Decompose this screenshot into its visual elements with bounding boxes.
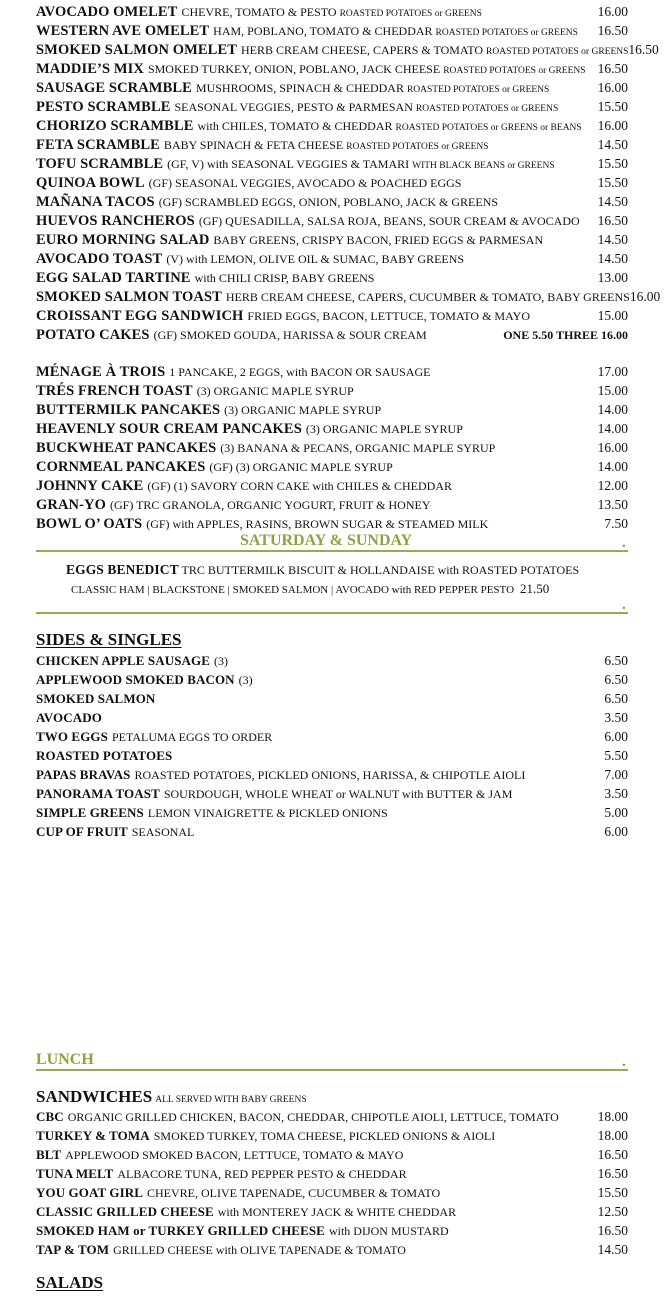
section-title: SANDWICHES <box>36 1087 153 1106</box>
item-name: SIMPLE GREENS <box>36 805 144 820</box>
item-description: PETALUMA EGGS TO ORDER <box>111 730 273 744</box>
menu-item <box>36 402 628 421</box>
item-name: CHORIZO SCRAMBLE <box>36 118 194 134</box>
menu-item <box>36 232 628 251</box>
item-price: 6.00 <box>604 824 628 839</box>
menu-item <box>36 440 628 459</box>
menu-item <box>36 42 659 61</box>
item-price: 14.00 <box>597 421 628 436</box>
menu-item <box>36 213 628 232</box>
menu-item <box>36 270 628 289</box>
item-description: 1 PANCAKE, 2 EGGS, with BACON OR SAUSAGE <box>169 365 431 379</box>
menu-item <box>36 137 628 156</box>
item-side-options: ROASTED POTATOES or GREENS <box>435 28 578 38</box>
item-description: ALBACORE TUNA, RED PEPPER PESTO & CHEDDAR <box>117 1167 407 1181</box>
item-price: 18.00 <box>597 1109 628 1124</box>
item-description: (GF) SEASONAL VEGGIES, AVOCADO & POACHED EGGS <box>148 176 462 190</box>
sandwiches-heading <box>36 1087 307 1107</box>
item-name: TWO EGGS <box>36 729 108 744</box>
menu-item <box>36 364 628 383</box>
item-name: PAPAS BRAVAS <box>36 767 131 782</box>
item-side-options: ROASTED POTATOES or GREENS <box>486 47 629 57</box>
item-price: 16.50 <box>628 42 659 57</box>
item-price: 12.00 <box>597 478 628 493</box>
item-side-options: ROASTED POTATOES or GREENS <box>406 85 550 95</box>
item-price: 16.50 <box>597 61 628 76</box>
item-description: SMOKED TURKEY, ONION, POBLANO, JACK CHEESE <box>147 62 441 76</box>
item-name: AVOCADO <box>36 710 102 725</box>
menu-item <box>36 824 628 843</box>
item-description: (GF) SMOKED GOUDA, HARISSA & SOUR CREAM <box>153 328 427 342</box>
item-name: JOHNNY CAKE <box>36 478 144 494</box>
item-name: BOWL O’ OATS <box>36 516 143 532</box>
item-name: EGG SALAD TARTINE <box>36 270 191 286</box>
item-price: 14.50 <box>597 1242 628 1257</box>
divider-dot: . <box>622 1054 626 1070</box>
item-name: AVOCADO OMELET <box>36 4 178 20</box>
item-name: MÉNAGE À TROIS <box>36 364 166 380</box>
item-price: 13.50 <box>597 497 628 512</box>
menu-item <box>36 99 628 118</box>
menu-item <box>36 194 628 213</box>
item-side-options: WITH BLACK BEANS or GREENS <box>412 161 555 171</box>
item-price: 15.00 <box>597 383 628 398</box>
item-name: GRAN-YO <box>36 497 106 513</box>
item-side-options: ROASTED POTATOES or GREENS <box>339 9 482 19</box>
section-note: ALL SERVED WITH BABY GREENS <box>155 1095 307 1105</box>
eggs-benedict-options <box>71 581 549 597</box>
item-price: 15.50 <box>597 99 628 114</box>
divider-dot: . <box>622 535 626 551</box>
item-description: (GF, V) with SEASONAL VEGGIES & TAMARI <box>167 157 410 171</box>
item-description: (GF) SCRAMBLED EGGS, ONION, POBLANO, JACK & GREENS <box>158 195 499 209</box>
item-price: 16.50 <box>597 1166 628 1181</box>
item-name: TURKEY & TOMA <box>36 1128 150 1143</box>
item-description: HERB CREAM CHEESE, CAPERS, CUCUMBER & TOMATO, BABY GREENS <box>225 290 630 304</box>
item-side-options: ROASTED POTATOES or GREENS <box>346 142 489 152</box>
item-price: 12.50 <box>597 1204 628 1219</box>
item-price: 5.50 <box>604 748 628 763</box>
item-name: YOU GOAT GIRL <box>36 1185 144 1200</box>
item-price: 16.50 <box>597 1223 628 1238</box>
menu-item <box>36 23 628 42</box>
item-price: 15.50 <box>597 156 628 171</box>
item-price: 15.00 <box>597 308 628 323</box>
item-name: HUEVOS RANCHEROS <box>36 213 195 229</box>
item-price: 14.50 <box>597 232 628 247</box>
item-price: 5.00 <box>604 805 628 820</box>
item-price: 6.00 <box>604 729 628 744</box>
item-name: SMOKED SALMON <box>36 691 156 706</box>
menu-item <box>36 383 628 402</box>
menu-item <box>36 748 628 767</box>
item-price: ONE 5.50 THREE 16.00 <box>503 328 628 342</box>
section-divider <box>36 612 628 614</box>
weekend-heading: SATURDAY & SUNDAY <box>240 532 413 549</box>
item-price: 6.50 <box>604 672 628 687</box>
item-name: CROISSANT EGG SANDWICH <box>36 308 244 324</box>
item-name: EURO MORNING SALAD <box>36 232 210 248</box>
menu-item <box>36 61 628 80</box>
item-name: EGGS BENEDICT <box>66 562 179 577</box>
menu-item <box>36 308 628 327</box>
menu-item <box>36 497 628 516</box>
item-price: 7.50 <box>604 516 628 531</box>
menu-item <box>36 478 628 497</box>
item-name: BUCKWHEAT PANCAKES <box>36 440 217 456</box>
item-name: SMOKED HAM or TURKEY GRILLED CHEESE <box>36 1223 325 1238</box>
menu-item <box>36 459 628 478</box>
menu-item <box>36 786 628 805</box>
menu-item <box>36 1223 628 1242</box>
item-price: 16.00 <box>597 4 628 19</box>
menu-item <box>36 729 628 748</box>
menu-item <box>36 1147 628 1166</box>
menu-item <box>36 1166 628 1185</box>
item-price: 16.50 <box>597 1147 628 1162</box>
item-price: 6.50 <box>604 691 628 706</box>
section-divider <box>36 1069 628 1071</box>
item-name: APPLEWOOD SMOKED BACON <box>36 672 235 687</box>
menu-item <box>36 1109 628 1128</box>
item-price: 13.00 <box>597 270 628 285</box>
menu-item <box>36 653 628 672</box>
item-description: SEASONAL <box>131 825 195 839</box>
item-name: CLASSIC GRILLED CHEESE <box>36 1204 214 1219</box>
item-price: 16.50 <box>597 23 628 38</box>
item-name: SMOKED SALMON TOAST <box>36 289 222 305</box>
menu-item <box>36 767 628 786</box>
item-price: 3.50 <box>604 786 628 801</box>
item-description: HAM, POBLANO, TOMATO & CHEDDAR <box>213 24 433 38</box>
item-name: PESTO SCRAMBLE <box>36 99 171 115</box>
item-name: PANORAMA TOAST <box>36 786 160 801</box>
item-price: 21.50 <box>520 581 550 596</box>
item-name: CUP OF FRUIT <box>36 824 128 839</box>
item-description: SOURDOUGH, WHOLE WHEAT or WALNUT with BUTTER & JAM <box>163 787 513 801</box>
item-description: FRIED EGGS, BACON, LETTUCE, TOMATO & MAYO <box>247 309 530 323</box>
menu-item <box>36 4 628 23</box>
menu-item <box>36 1242 628 1261</box>
item-name: POTATO CAKES <box>36 327 150 343</box>
item-name: CBC <box>36 1109 64 1124</box>
item-price: 16.50 <box>597 213 628 228</box>
item-price: 14.50 <box>597 137 628 152</box>
item-price: 15.50 <box>597 175 628 190</box>
item-description: (3) <box>214 654 229 668</box>
menu-item <box>36 672 628 691</box>
menu-item <box>36 1204 628 1223</box>
item-description: ORGANIC GRILLED CHICKEN, BACON, CHEDDAR, CHIPOTLE AIOLI, LETTUCE, TOMATO <box>67 1110 559 1124</box>
item-name: SMOKED SALMON OMELET <box>36 42 237 58</box>
menu-item <box>36 289 661 308</box>
menu-item <box>36 1128 628 1147</box>
item-description: HERB CREAM CHEESE, CAPERS & TOMATO <box>241 43 484 57</box>
item-name: AVOCADO TOAST <box>36 251 163 267</box>
menu-item <box>36 118 628 137</box>
item-description: LEMON VINAIGRETTE & PICKLED ONIONS <box>147 806 388 820</box>
item-description: (3) BANANA & PECANS, ORGANIC MAPLE SYRUP <box>220 441 496 455</box>
item-price: 7.00 <box>604 767 628 782</box>
section-divider <box>36 550 628 552</box>
menu-item <box>36 251 628 270</box>
item-description: (GF) (3) ORGANIC MAPLE SYRUP <box>209 460 393 474</box>
menu-item <box>36 80 628 99</box>
item-description: MUSHROOMS, SPINACH & CHEDDAR <box>195 81 404 95</box>
item-price: 16.00 <box>597 80 628 95</box>
lunch-heading: LUNCH <box>36 1051 94 1068</box>
item-options: CLASSIC HAM | BLACKSTONE | SMOKED SALMON | AVOCADO with RED PEPPER PESTO <box>71 584 515 596</box>
menu-item <box>36 1185 628 1204</box>
item-description: (3) ORGANIC MAPLE SYRUP <box>196 384 354 398</box>
item-description: (GF) TRC GRANOLA, ORGANIC YOGURT, FRUIT & HONEY <box>109 498 431 512</box>
item-name: FETA SCRAMBLE <box>36 137 160 153</box>
sides-heading: SIDES & SINGLES <box>36 630 182 649</box>
menu-item <box>36 327 628 346</box>
menu-item <box>36 805 628 824</box>
item-name: TAP & TOM <box>36 1242 110 1257</box>
item-price: 6.50 <box>604 653 628 668</box>
item-price: 17.00 <box>597 364 628 379</box>
item-price: 18.00 <box>597 1128 628 1143</box>
menu-item <box>36 710 628 729</box>
item-name: QUINOA BOWL <box>36 175 145 191</box>
item-price: 14.50 <box>597 194 628 209</box>
item-description: BABY GREENS, CRISPY BACON, FRIED EGGS & PARMESAN <box>213 233 544 247</box>
item-description: (V) with LEMON, OLIVE OIL & SUMAC, BABY GREENS <box>166 252 465 266</box>
item-description: (GF) QUESADILLA, SALSA ROJA, BEANS, SOUR CREAM & AVOCADO <box>198 214 580 228</box>
item-description: TRC BUTTERMILK BISCUIT & HOLLANDAISE with ROASTED POTATOES <box>181 563 580 577</box>
item-name: CORNMEAL PANCAKES <box>36 459 206 475</box>
item-description: (3) ORGANIC MAPLE SYRUP <box>305 422 463 436</box>
menu-item <box>36 175 628 194</box>
item-description: SMOKED TURKEY, TOMA CHEESE, PICKLED ONIONS & AIOLI <box>153 1129 496 1143</box>
item-price: 14.50 <box>597 251 628 266</box>
item-description: (3) <box>238 673 253 687</box>
item-description: GRILLED CHEESE with OLIVE TAPENADE & TOMATO <box>113 1243 406 1257</box>
item-price: 15.50 <box>597 1185 628 1200</box>
item-price: 16.00 <box>629 289 661 304</box>
item-name: TRÉS FRENCH TOAST <box>36 383 193 399</box>
item-price: 14.00 <box>597 459 628 474</box>
item-description: BABY SPINACH & FETA CHEESE <box>163 138 344 152</box>
item-price: 3.50 <box>604 710 628 725</box>
item-name: SAUSAGE SCRAMBLE <box>36 80 192 96</box>
item-description: ROASTED POTATOES, PICKLED ONIONS, HARISSA, & CHIPOTLE AIOLI <box>134 768 526 782</box>
item-description: with CHILI CRISP, BABY GREENS <box>194 271 375 285</box>
item-side-options: ROASTED POTATOES or GREENS or BEANS <box>395 123 582 133</box>
menu-item <box>36 421 628 440</box>
item-price: 14.00 <box>597 402 628 417</box>
item-name: BUTTERMILK PANCAKES <box>36 402 221 418</box>
item-price: 16.00 <box>597 440 628 455</box>
item-price: 16.00 <box>597 118 628 133</box>
item-description: SEASONAL VEGGIES, PESTO & PARMESAN <box>174 100 413 114</box>
salads-heading: SALADS <box>36 1273 104 1292</box>
item-description: APPLEWOOD SMOKED BACON, LETTUCE, TOMATO & MAYO <box>65 1148 404 1162</box>
item-description: (GF) with APPLES, RASINS, BROWN SUGAR & STEAMED MILK <box>146 517 489 531</box>
item-name: WESTERN AVE OMELET <box>36 23 210 39</box>
menu-item <box>36 691 628 710</box>
item-description: CHEVRE, OLIVE TAPENADE, CUCUMBER & TOMATO <box>147 1186 441 1200</box>
item-name: MADDIE’S MIX <box>36 61 144 77</box>
item-name: MAÑANA TACOS <box>36 194 155 210</box>
item-name: HEAVENLY SOUR CREAM PANCAKES <box>36 421 302 437</box>
item-name: TOFU SCRAMBLE <box>36 156 164 172</box>
item-name: ROASTED POTATOES <box>36 748 173 763</box>
divider-dot: . <box>622 597 626 613</box>
item-description: (3) ORGANIC MAPLE SYRUP <box>224 403 382 417</box>
item-description: with DIJON MUSTARD <box>328 1224 449 1238</box>
item-side-options: ROASTED POTATOES or GREENS <box>443 66 586 76</box>
item-name: CHICKEN APPLE SAUSAGE <box>36 653 211 668</box>
eggs-benedict-item <box>66 562 579 578</box>
item-description: with CHILES, TOMATO & CHEDDAR <box>197 119 393 133</box>
item-description: CHEVRE, TOMATO & PESTO <box>181 5 337 19</box>
item-description: (GF) (1) SAVORY CORN CAKE with CHILES & CHEDDAR <box>147 479 452 493</box>
item-side-options: ROASTED POTATOES or GREENS <box>415 104 559 114</box>
item-description: with MONTEREY JACK & WHITE CHEDDAR <box>217 1205 457 1219</box>
item-name: BLT <box>36 1147 62 1162</box>
item-name: TUNA MELT <box>36 1166 114 1181</box>
menu-item <box>36 156 628 175</box>
